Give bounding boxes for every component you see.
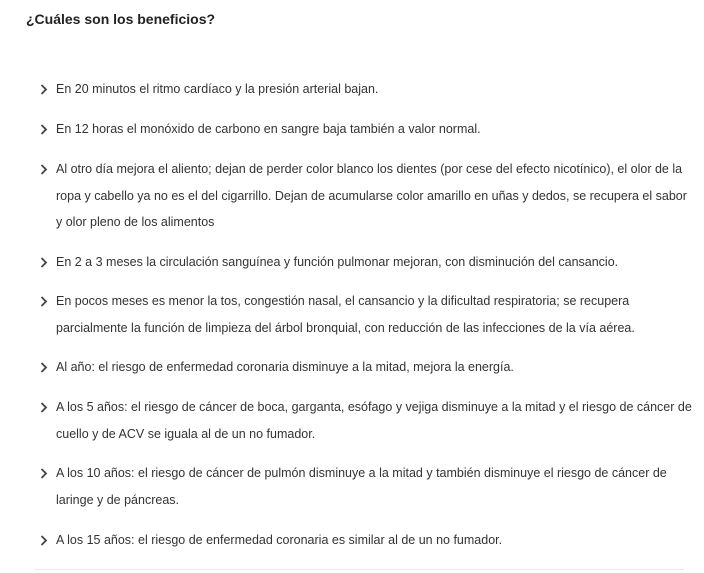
list-item (40, 116, 695, 143)
chevron-right-icon (40, 116, 56, 142)
list-item-text: En pocos meses es menor la tos, congestión nasal, el cansancio y la dificultad respiratoria; se recupera parcialmente la función de limpieza del árbol bronquial, con reducción de las infecciones de la vía aérea. (56, 294, 635, 335)
list-item (40, 249, 695, 276)
list-item (40, 288, 695, 341)
list-item-text: En 20 minutos el ritmo cardíaco y la presión arterial bajan. (56, 82, 379, 96)
list-item (40, 527, 695, 554)
list-item (40, 156, 695, 236)
list-item-text: A los 5 años: el riesgo de cáncer de boca, garganta, esófago y vejiga disminuye a la mitad y el riesgo de cáncer de cuello y de ACV se iguala al de un no fumador. (56, 400, 692, 441)
chevron-right-icon (40, 288, 56, 314)
list-item (40, 354, 695, 381)
chevron-right-icon (40, 249, 56, 275)
list-item (40, 76, 695, 103)
list-item-text: A los 15 años: el riesgo de enfermedad coronaria es similar al de un no fumador. (56, 533, 503, 547)
chevron-right-icon (40, 354, 56, 380)
chevron-right-icon (40, 76, 56, 102)
list-item (40, 394, 695, 447)
chevron-right-icon (40, 394, 56, 420)
list-item (40, 460, 695, 513)
page-title: ¿Cuáles son los beneficios? (26, 11, 216, 27)
chevron-right-icon (40, 156, 56, 182)
list-item-text: Al año: el riesgo de enfermedad coronaria disminuye a la mitad, mejora la energía. (56, 360, 514, 374)
chevron-right-icon (40, 460, 56, 486)
list-item-text: A los 10 años: el riesgo de cáncer de pulmón disminuye a la mitad y también disminuye el riesgo de cáncer de laringe y de páncreas. (56, 466, 667, 507)
list-item-text: En 12 horas el monóxido de carbono en sangre baja también a valor normal. (56, 122, 481, 136)
list-item-text: Al otro día mejora el aliento; dejan de perder color blanco los dientes (por cese del efecto nicotínico), el olor de la ropa y cabello ya no es el del cigarrillo. Dejan de acumularse color amarillo en uñas y dedos, se recupera el sabor y olor pleno de los alimentos (56, 162, 687, 229)
list-item-text: En 2 a 3 meses la circulación sanguínea y función pulmonar mejoran, con disminución del cansancio. (56, 255, 619, 269)
chevron-right-icon (40, 527, 56, 553)
bottom-divider (34, 569, 684, 570)
